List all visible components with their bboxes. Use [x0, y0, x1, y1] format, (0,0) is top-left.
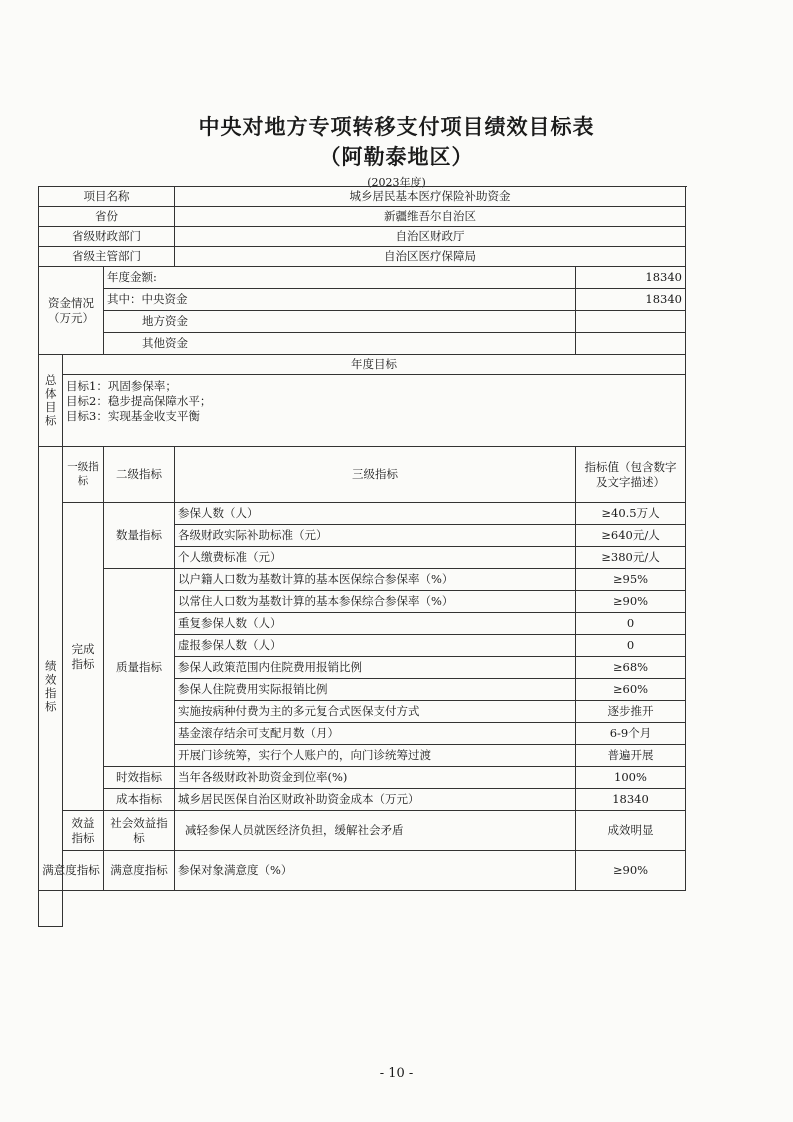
satisfaction-sub-label: 满意度指标 — [104, 851, 175, 891]
quality-value: ≥90% — [576, 591, 686, 613]
timeliness-label: 时效指标 — [104, 767, 175, 789]
central-funds-value: 18340 — [576, 289, 686, 311]
funds-label: 资金情况（万元） — [39, 267, 104, 355]
annual-goals-list — [63, 375, 686, 447]
header-value: 指标值（包含数字及文字描述） — [576, 447, 686, 503]
cost-label: 成本指标 — [104, 789, 175, 811]
quality-value: 普遍开展 — [576, 745, 686, 767]
quality-item: 开展门诊统筹，实行个人账户的，向门诊统筹过渡 — [175, 745, 576, 767]
goal-item: 目标3：实现基金收支平衡 — [66, 409, 200, 423]
quality-value: 6-9个月 — [576, 723, 686, 745]
title-line-1: 中央对地方专项转移支付项目绩效目标表 — [198, 114, 595, 139]
goal-item: 目标1：巩固参保率； — [66, 379, 177, 393]
quality-value: ≥95% — [576, 569, 686, 591]
quantity-label: 数量指标 — [104, 503, 175, 569]
timeliness-item: 当年各级财政补助资金到位率(%) — [175, 767, 576, 789]
social-benefit-value: 成效明显 — [576, 811, 686, 851]
province-label: 省份 — [39, 207, 175, 227]
competent-dept-value: 自治区医疗保障局 — [175, 247, 686, 267]
satisfaction-item: 参保对象满意度（%） — [175, 851, 576, 891]
quality-value: 逐步推开 — [576, 701, 686, 723]
quality-item: 参保人政策范围内住院费用报销比例 — [175, 657, 576, 679]
performance-label: 绩效指标 — [39, 447, 63, 927]
header-level1: 一级指标 — [63, 447, 104, 503]
annual-goal-header: 年度目标 — [63, 355, 686, 375]
other-funds-value — [576, 333, 686, 355]
quality-item: 以常住人口数为基数计算的基本参保综合参保率（%） — [175, 591, 576, 613]
quality-value: ≥68% — [576, 657, 686, 679]
quality-label: 质量指标 — [104, 569, 175, 767]
project-name-value: 城乡居民基本医疗保险补助资金 — [175, 187, 686, 207]
other-funds-label: 其他资金 — [104, 333, 576, 355]
social-benefit-item: 减轻参保人员就医经济负担，缓解社会矛盾 — [175, 811, 576, 851]
header-level3: 三级指标 — [175, 447, 576, 503]
quality-value: 0 — [576, 635, 686, 657]
quality-item: 参保人住院费用实际报销比例 — [175, 679, 576, 701]
quality-item: 基金滚存结余可支配月数（月） — [175, 723, 576, 745]
benefit-label: 效益指标 — [63, 811, 104, 851]
central-funds-label: 其中：中央资金 — [104, 289, 576, 311]
quality-item: 重复参保人数（人） — [175, 613, 576, 635]
finance-dept-label: 省级财政部门 — [39, 227, 175, 247]
header-level2: 二级指标 — [104, 447, 175, 503]
quantity-item: 个人缴费标准（元） — [175, 547, 576, 569]
quality-item: 虚报参保人数（人） — [175, 635, 576, 657]
quantity-value: ≥40.5万人 — [576, 503, 686, 525]
quantity-item: 参保人数（人） — [175, 503, 576, 525]
goal-item: 目标2：稳步提高保障水平； — [66, 394, 212, 408]
year-label: (2023年度) — [367, 176, 426, 189]
quantity-value: ≥380元/人 — [576, 547, 686, 569]
quantity-item: 各级财政实际补助标准（元） — [175, 525, 576, 547]
quantity-value: ≥640元/人 — [576, 525, 686, 547]
cost-value: 18340 — [576, 789, 686, 811]
quality-item: 实施按病种付费为主的多元复合式医保支付方式 — [175, 701, 576, 723]
timeliness-value: 100% — [576, 767, 686, 789]
local-funds-value — [576, 311, 686, 333]
quality-value: 0 — [576, 613, 686, 635]
local-funds-label: 地方资金 — [104, 311, 576, 333]
competent-dept-label: 省级主管部门 — [39, 247, 175, 267]
performance-table — [38, 186, 687, 927]
quality-value: ≥60% — [576, 679, 686, 701]
project-name-label: 项目名称 — [39, 187, 175, 207]
annual-amount-value: 18340 — [576, 267, 686, 289]
completion-label: 完成指标 — [63, 503, 104, 811]
satisfaction-value: ≥90% — [576, 851, 686, 891]
satisfaction-label: 满意度指标 — [39, 851, 104, 891]
finance-dept-value: 自治区财政厅 — [175, 227, 686, 247]
annual-amount-label: 年度金额: — [104, 267, 576, 289]
title-line-2: （阿勒泰地区） — [319, 144, 474, 169]
province-value: 新疆维吾尔自治区 — [175, 207, 686, 227]
page-number: - 10 - — [379, 1066, 414, 1081]
page-title — [0, 112, 793, 172]
overall-goal-label: 总体目标 — [39, 355, 63, 447]
social-benefit-label: 社会效益指标 — [104, 811, 175, 851]
quality-item: 以户籍人口数为基数计算的基本医保综合参保率（%） — [175, 569, 576, 591]
cost-item: 城乡居民医保自治区财政补助资金成本（万元） — [175, 789, 576, 811]
